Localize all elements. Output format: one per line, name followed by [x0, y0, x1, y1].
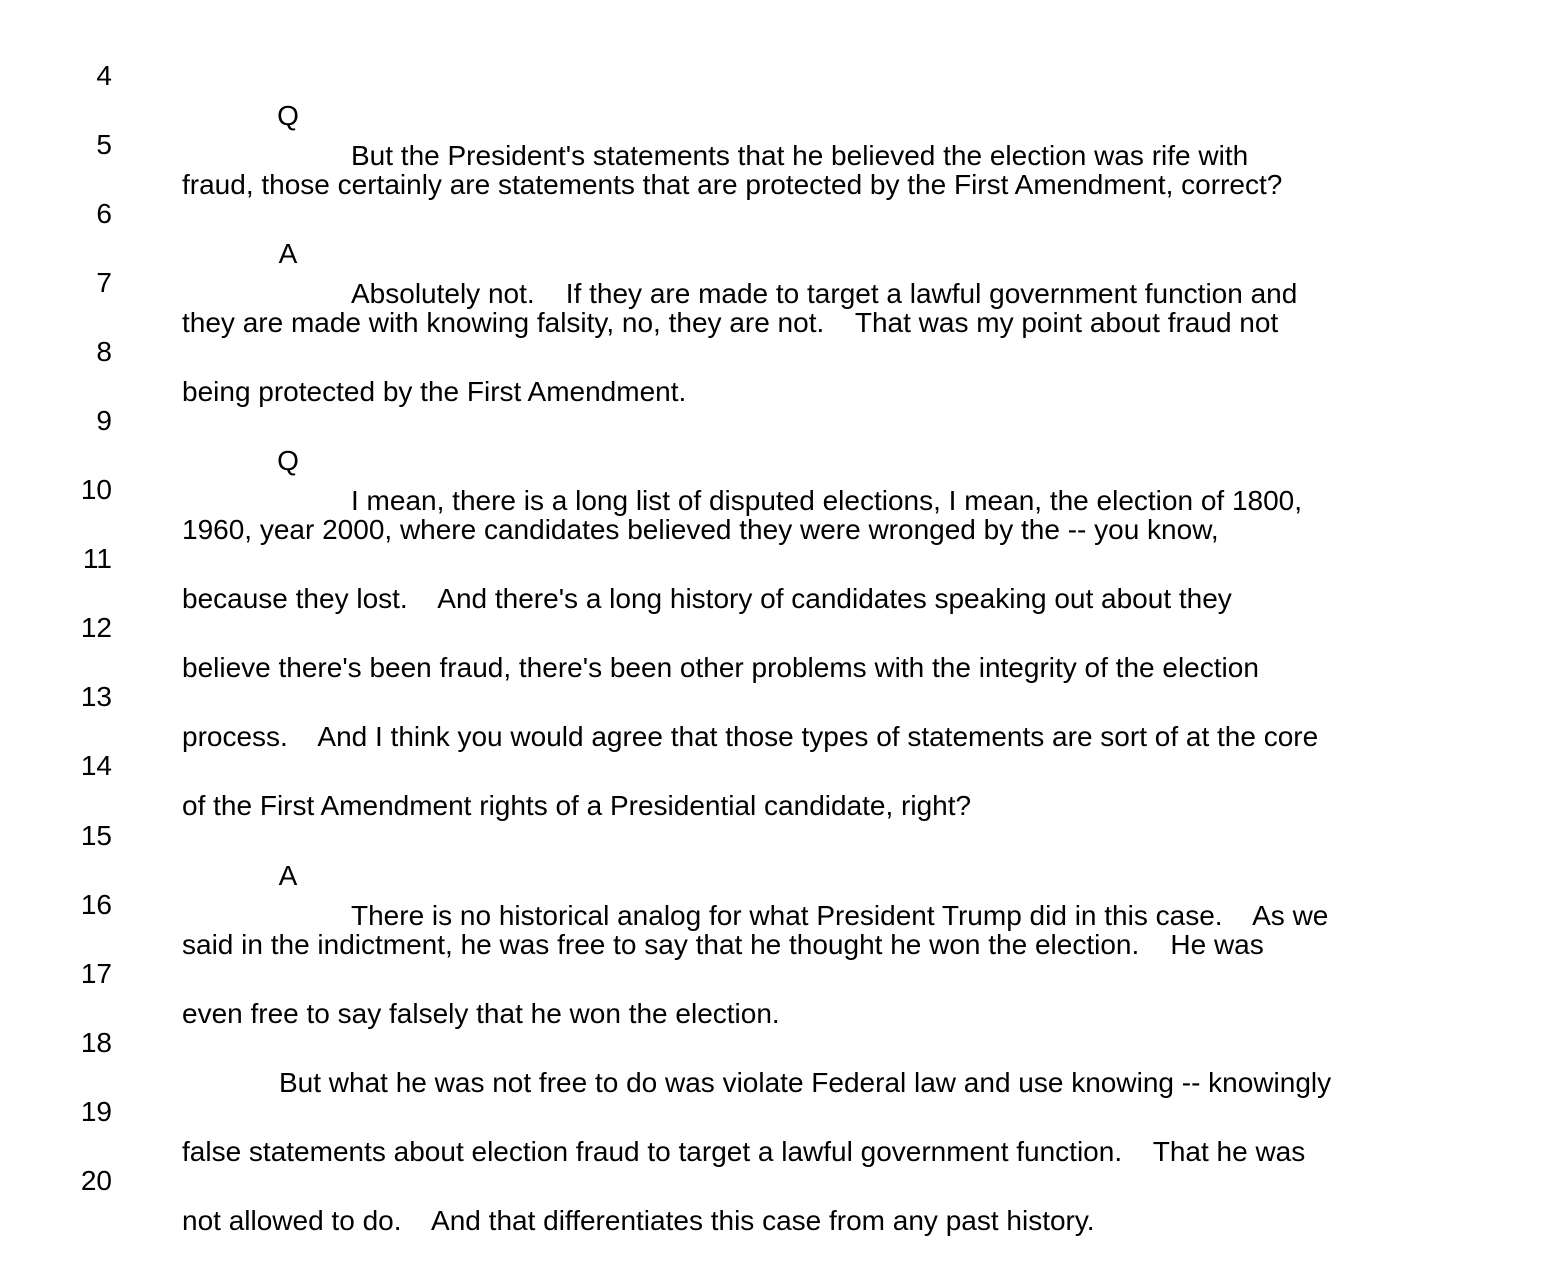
transcript-line [0, 1052, 1566, 1167]
line-text: believe there's been fraud, there's been other problems with the integrity of the election [182, 652, 1259, 683]
line-text: false statements about election fraud to target a lawful government function. That he was [182, 1136, 1306, 1167]
line-number: 9 [96, 405, 112, 436]
line-number: 12 [80, 612, 112, 643]
line-number: 17 [80, 958, 112, 989]
line-text: because they lost. And there's a long history of candidates speaking out about they [182, 583, 1232, 614]
line-text: But the President's statements that he believed the election was rife with [351, 140, 1249, 171]
line-number: 5 [96, 129, 112, 160]
line-text: being protected by the First Amendment. [182, 376, 687, 407]
transcript-line [0, 292, 1566, 407]
line-text: Absolutely not. If they are made to target a lawful government function and [351, 278, 1298, 309]
transcript-line [0, 914, 1566, 1029]
line-number: 19 [80, 1096, 112, 1127]
line-number: 16 [80, 889, 112, 920]
line-text: of the First Amendment rights of a Presidential candidate, right? [182, 790, 972, 821]
line-text: fraud, those certainly are statements that are protected by the First Amendment, correct? [182, 169, 1283, 200]
transcript-line [0, 1121, 1566, 1236]
line-text: even free to say falsely that he won the election. [182, 998, 780, 1029]
transcript-line [0, 16, 1566, 171]
line-number: 7 [96, 267, 112, 298]
speaker-label: A [278, 860, 298, 891]
line-number: 15 [80, 820, 112, 851]
line-number: 4 [96, 60, 112, 91]
line-number: 8 [96, 336, 112, 367]
speaker-label: A [278, 238, 298, 269]
speaker-label: Q [277, 445, 299, 476]
transcript-line [0, 154, 1566, 309]
speaker-label: Q [277, 100, 299, 131]
transcript-line [0, 568, 1566, 683]
transcript-line [0, 983, 1566, 1098]
line-text: But what he was not free to do was violate Federal law and use knowing -- knowingly [279, 1067, 1332, 1098]
line-text: 1960, year 2000, where candidates believed they were wronged by the -- you know, [182, 514, 1219, 545]
line-number: 11 [82, 543, 112, 574]
line-text: There is no historical analog for what President Trump did in this case. As we [351, 900, 1329, 931]
transcript-line [0, 637, 1566, 752]
line-number: 6 [96, 198, 112, 229]
transcript-line [0, 706, 1566, 821]
line-text: I mean, there is a long list of disputed elections, I mean, the election of 1800, [351, 485, 1303, 516]
line-number: 13 [80, 681, 112, 712]
line-number: 20 [80, 1165, 112, 1196]
line-text: said in the indictment, he was free to say that he thought he won the election. He was [182, 929, 1264, 960]
transcript-line [0, 499, 1566, 614]
line-number: 14 [80, 750, 112, 781]
line-number: 10 [80, 474, 112, 505]
line-number: 18 [80, 1027, 112, 1058]
line-text: not allowed to do. And that differentiates this case from any past history. [182, 1205, 1095, 1236]
line-text: process. And I think you would agree that those types of statements are sort of at the core [182, 721, 1319, 752]
line-text: they are made with knowing falsity, no, they are not. That was my point about fraud not [182, 307, 1279, 338]
